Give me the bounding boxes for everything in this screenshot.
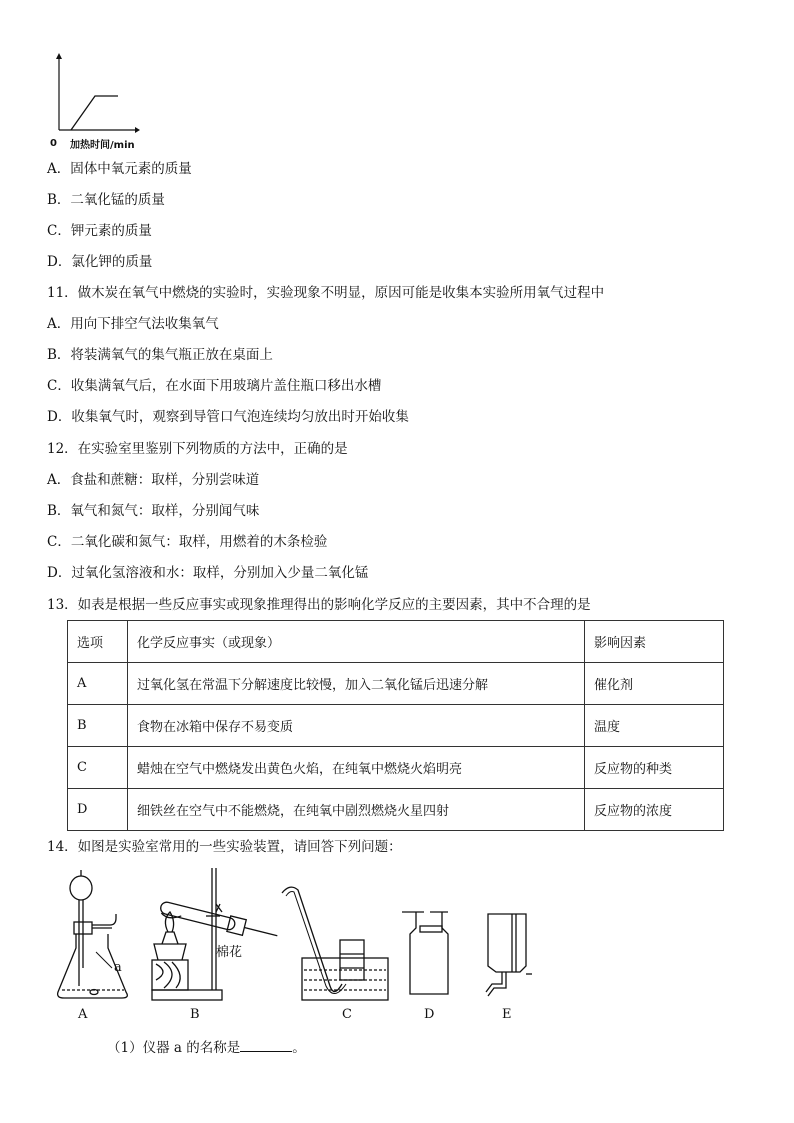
label-apparatus-e: E — [502, 1007, 512, 1022]
table-cell: 蜡烛在空气中燃烧发出黄色火焰，在纯氧中燃烧火焰明亮 — [128, 747, 585, 789]
q14-subquestion-1 — [107, 1036, 306, 1056]
label-cotton: 棉花 — [216, 945, 243, 960]
graph-origin-label: 0 — [50, 138, 57, 149]
table-cell: B — [68, 705, 128, 747]
q11-option-d: D．收集氧气时，观察到导管口气泡连续均匀放出时开始收集 — [47, 409, 409, 425]
q10-option-a: A．固体中氧元素的质量 — [47, 161, 192, 177]
label-apparatus-a: A — [78, 1007, 88, 1022]
table-row — [68, 789, 724, 831]
apparatus-d-bottle — [402, 912, 448, 994]
q11-option-a: A．用向下排空气法收集氧气 — [47, 316, 219, 332]
q10-option-b: B．二氧化锰的质量 — [47, 192, 165, 208]
q12-option-a: A．食盐和蔗糖：取样，分别尝味道 — [47, 472, 260, 488]
apparatus-b-heating — [152, 868, 279, 1000]
label-apparatus-b: B — [190, 1007, 200, 1022]
q13-stem: 13．如表是根据一些反应事实或现象推理得出的影响化学反应的主要因素，其中不合理的是 — [47, 597, 591, 613]
q12-option-d: D．过氧化氢溶液和水：取样，分别加入少量二氧化锰 — [47, 565, 369, 581]
label-apparatus-c: C — [342, 1007, 352, 1022]
q12-option-c: C．二氧化碳和氮气：取样，用燃着的木条检验 — [47, 534, 328, 550]
table-cell: D — [68, 789, 128, 831]
table-header-cell: 影响因素 — [585, 621, 724, 663]
apparatus-a-flask — [58, 870, 128, 998]
q14-stem: 14．如图是实验室常用的一些实验装置，请回答下列问题： — [47, 839, 402, 855]
q12-stem: 12．在实验室里鉴别下列物质的方法中，正确的是 — [47, 441, 348, 457]
table-cell: 催化剂 — [585, 663, 724, 705]
table-header-cell: 化学反应事实（或现象） — [128, 621, 585, 663]
table-cell: C — [68, 747, 128, 789]
q11-stem: 11．做木炭在氧气中燃烧的实验时，实验现象不明显，原因可能是收集本实验所用氧气过程中 — [47, 285, 605, 301]
q13-table — [67, 620, 724, 831]
table-cell: A — [68, 663, 128, 705]
table-cell: 细铁丝在空气中不能燃烧，在纯氧中剧烈燃烧火星四射 — [128, 789, 585, 831]
apparatus-c-water-trough — [282, 887, 388, 1000]
apparatus-e-tube — [486, 914, 532, 996]
lab-apparatus-figure — [50, 868, 550, 1008]
q14-sub1-suffix: 。 — [292, 1040, 306, 1056]
label-apparatus-d: D — [424, 1007, 435, 1022]
table-cell: 反应物的种类 — [585, 747, 724, 789]
table-cell: 反应物的浓度 — [585, 789, 724, 831]
table-cell: 食物在冰箱中保存不易变质 — [128, 705, 585, 747]
q11-option-b: B．将装满氧气的集气瓶正放在桌面上 — [47, 347, 273, 363]
table-header-row — [68, 621, 724, 663]
label-a: a — [114, 960, 122, 975]
q12-option-b: B．氧气和氮气：取样，分别闻气味 — [47, 503, 260, 519]
q14-sub1-prefix: （1）仪器 a 的名称是 — [107, 1040, 241, 1056]
table-row — [68, 747, 724, 789]
graph-x-axis-label: 加热时间/min — [70, 140, 135, 151]
table-header-cell: 选项 — [68, 621, 128, 663]
q11-option-c: C．收集满氧气后，在水面下用玻璃片盖住瓶口移出水槽 — [47, 378, 382, 394]
table-cell: 过氧化氢在常温下分解速度比较慢，加入二氧化锰后迅速分解 — [128, 663, 585, 705]
table-row — [68, 663, 724, 705]
answer-blank — [240, 1039, 292, 1052]
table-cell: 温度 — [585, 705, 724, 747]
table-row — [68, 705, 724, 747]
q10-option-d: D．氯化钾的质量 — [47, 254, 153, 270]
q10-option-c: C．钾元素的质量 — [47, 223, 152, 239]
mass-time-graph — [40, 52, 140, 142]
